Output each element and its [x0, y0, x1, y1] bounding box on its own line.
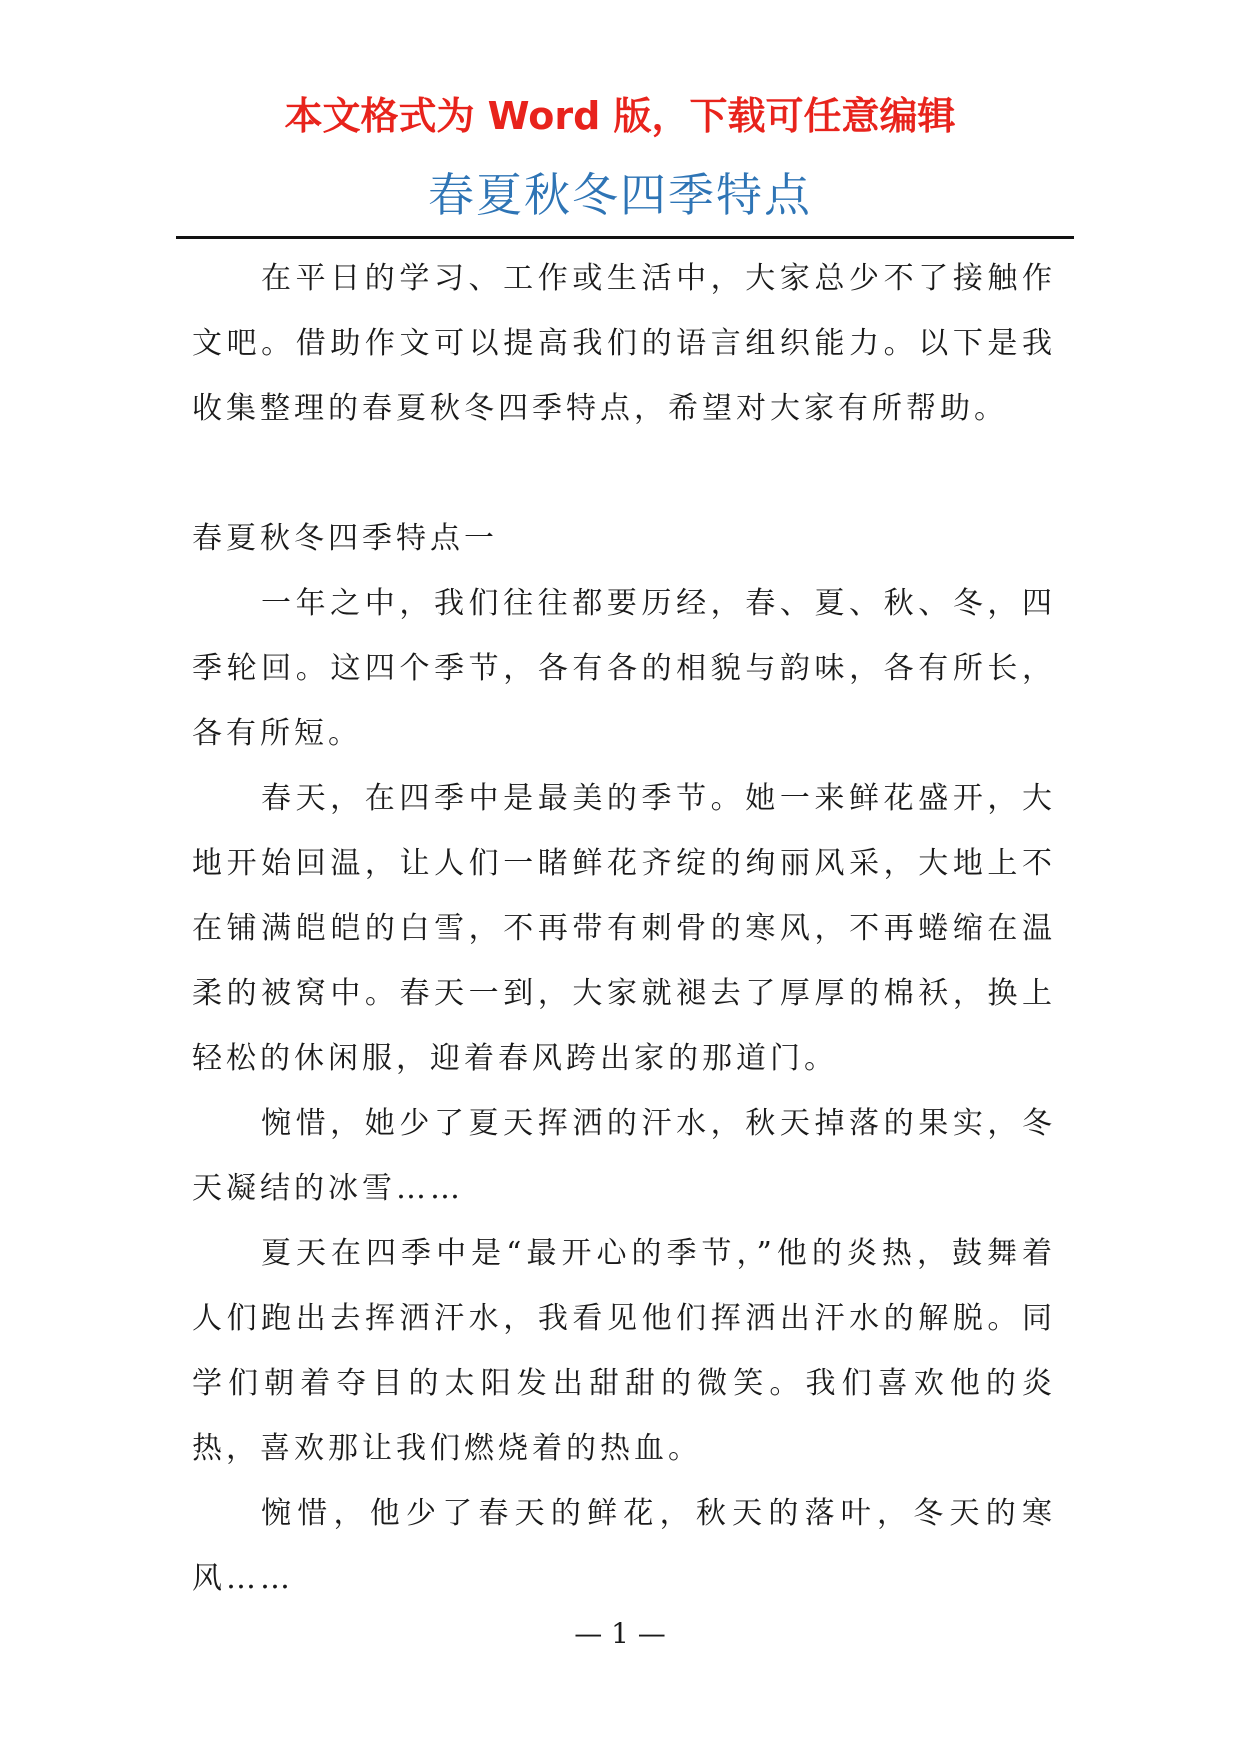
body-paragraph: 春天，在四季中是最美的季节。她一来鲜花盛开，大地开始回温，让人们一睹鲜花齐绽的绚丽风采，大地上不在铺满皑皑的白雪，不再带有刺骨的寒风，不再蜷缩在温柔的被窝中。春天一到，大家就褪去了厚厚的棉袄，换上轻松的休闲服，迎着春风跨出家的那道门。 — [192, 781, 1056, 1076]
body-paragraph: 惋惜，她少了夏天挥洒的汗水，秋天掉落的果实，冬天凝结的冰雪…… — [192, 1106, 1056, 1206]
document-title: 春夏秋冬四季特点 — [428, 168, 812, 222]
body-paragraph: 惋惜，他少了春天的鲜花，秋天的落叶，冬天的寒风…… — [192, 1496, 1056, 1596]
body-paragraph: 夏天在四季中是“最开心的季节，”他的炎热，鼓舞着人们跑出去挥洒汗水，我看见他们挥洒出汗水的解脱。同学们朝着夺目的太阳发出甜甜的微笑。我们喜欢他的炎热，喜欢那让我们燃烧着的热血。 — [192, 1236, 1056, 1466]
title-divider — [176, 236, 1074, 239]
page-number: — 1 — — [574, 1617, 666, 1650]
document-body — [192, 246, 1056, 1611]
intro-paragraph: 在平日的学习、工作或生活中，大家总少不了接触作文吧。借助作文可以提高我们的语言组织能力。以下是我收集整理的春夏秋冬四季特点，希望对大家有所帮助。 — [192, 261, 1056, 426]
section-heading: 春夏秋冬四季特点一 — [192, 521, 498, 556]
download-banner: 本文格式为 Word 版，下载可任意编辑 — [284, 94, 956, 138]
body-paragraph: 一年之中，我们往往都要历经，春、夏、秋、冬，四季轮回。这四个季节，各有各的相貌与韵味，各有所长，各有所短。 — [192, 586, 1056, 751]
